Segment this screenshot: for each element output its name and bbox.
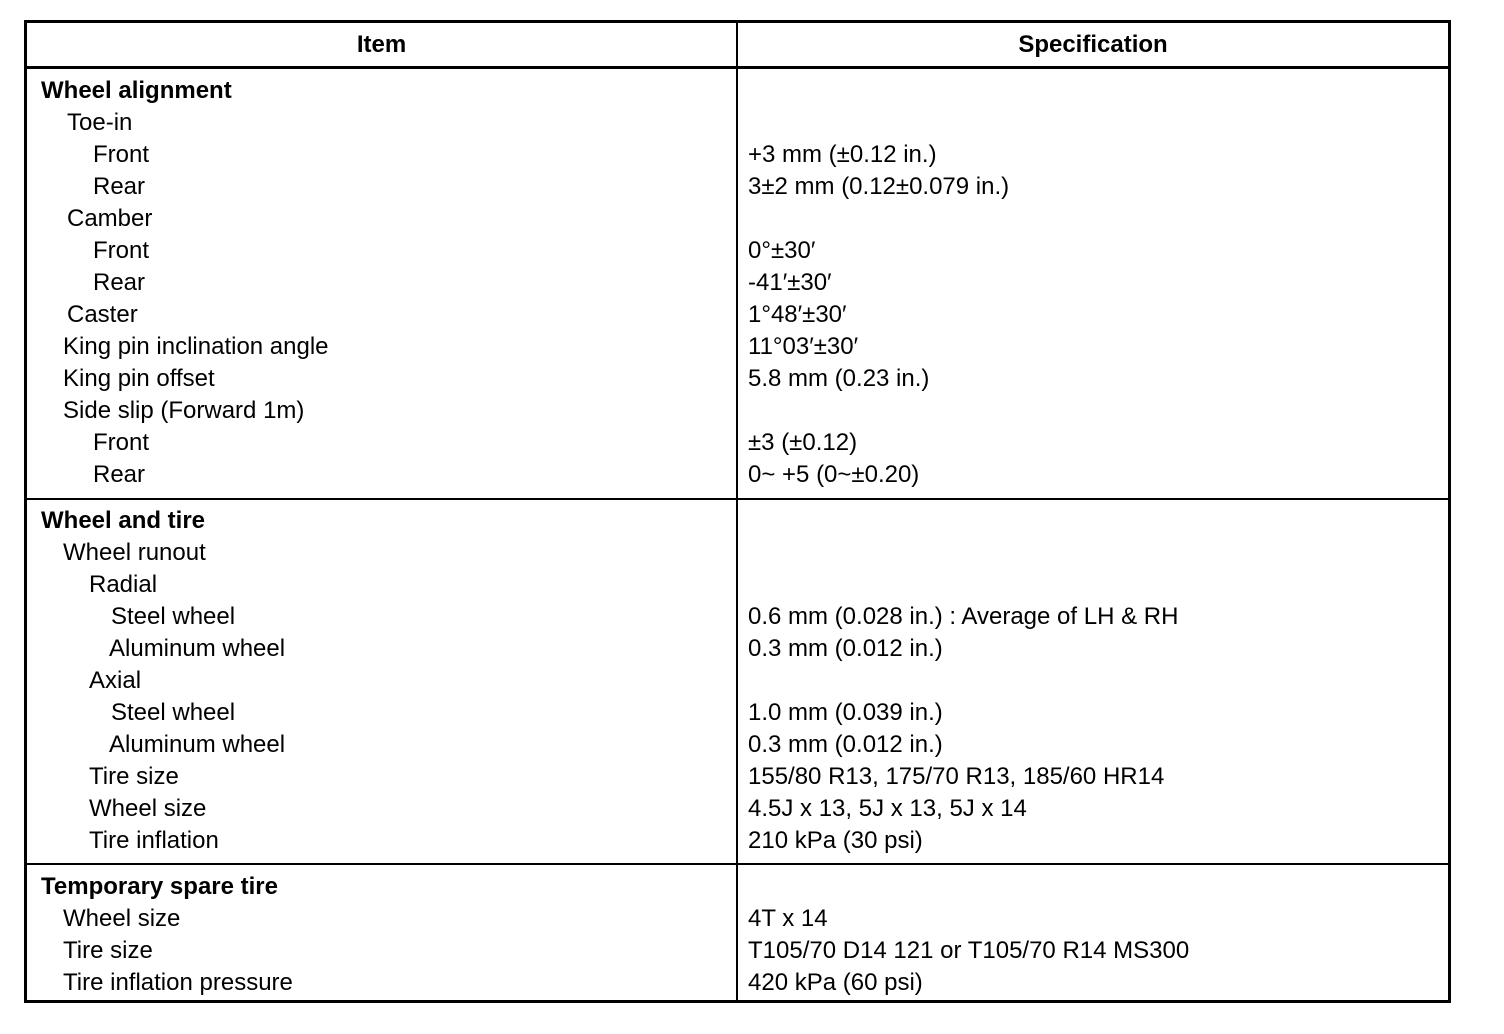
table-row	[27, 825, 1448, 857]
item-cell: Front	[93, 429, 150, 456]
table-row	[27, 569, 1448, 601]
header-specification: Specification	[1018, 31, 1168, 58]
section-title: Wheel and tire	[41, 507, 206, 534]
spec-cell: 1.0 mm (0.039 in.)	[748, 699, 943, 726]
item-cell: Axial	[89, 667, 142, 694]
header-item: Item	[356, 31, 407, 58]
item-cell: Aluminum wheel	[109, 635, 286, 662]
section-title: Wheel alignment	[41, 77, 232, 104]
spec-cell: 4.5J x 13, 5J x 13, 5J x 14	[748, 795, 1027, 822]
table-row	[27, 395, 1448, 427]
table-row	[27, 665, 1448, 697]
item-cell: Aluminum wheel	[109, 731, 286, 758]
spec-cell: 5.8 mm (0.23 in.)	[748, 365, 930, 392]
item-cell: Tire inflation	[89, 827, 219, 854]
item-cell: Rear	[93, 173, 146, 200]
table-row	[27, 139, 1448, 171]
item-cell: Wheel size	[63, 905, 181, 932]
table-row	[27, 903, 1448, 935]
item-cell: Toe-in	[67, 109, 133, 136]
item-cell: Front	[93, 237, 150, 264]
table-row	[27, 601, 1448, 633]
item-cell: Tire inflation pressure	[63, 969, 293, 996]
table-header	[27, 23, 1448, 69]
spec-cell: 420 kPa (60 psi)	[748, 969, 923, 996]
item-cell: Tire size	[63, 937, 153, 964]
table-row	[27, 633, 1448, 665]
item-cell: Side slip (Forward 1m)	[63, 397, 305, 424]
table-row	[27, 363, 1448, 395]
spec-cell: 210 kPa (30 psi)	[748, 827, 923, 854]
item-cell: Rear	[93, 269, 146, 296]
table-row	[27, 427, 1448, 459]
spec-table	[24, 20, 1451, 1003]
table-row	[27, 331, 1448, 363]
spec-cell: 0.6 mm (0.028 in.) : Average of LH & RH	[748, 603, 1179, 630]
item-cell: Front	[93, 141, 150, 168]
item-cell: Radial	[89, 571, 158, 598]
section-title-row	[27, 75, 1448, 107]
item-cell: King pin inclination angle	[63, 333, 329, 360]
spec-cell: ±3 (±0.12)	[748, 429, 858, 456]
item-cell: Steel wheel	[111, 603, 236, 630]
spec-cell: 0.3 mm (0.012 in.)	[748, 635, 943, 662]
table-row	[27, 203, 1448, 235]
section-title-row	[27, 505, 1448, 537]
item-cell: Camber	[67, 205, 153, 232]
spec-cell: 4T x 14	[748, 905, 828, 932]
table-row	[27, 235, 1448, 267]
table-row	[27, 537, 1448, 569]
table-row	[27, 697, 1448, 729]
section-wheel-alignment	[27, 69, 1448, 498]
spec-cell: 0.3 mm (0.012 in.)	[748, 731, 943, 758]
table-row	[27, 793, 1448, 825]
spec-cell: 3±2 mm (0.12±0.079 in.)	[748, 173, 1010, 200]
table-row	[27, 761, 1448, 793]
section-temporary-spare-tire	[27, 863, 1448, 1000]
item-cell: Wheel size	[89, 795, 207, 822]
table-row	[27, 171, 1448, 203]
item-cell: Tire size	[89, 763, 179, 790]
item-cell: Caster	[67, 301, 138, 328]
spec-cell: 0~ +5 (0~±0.20)	[748, 461, 920, 488]
spec-cell: 1°48′±30′	[748, 301, 847, 328]
item-cell: King pin offset	[63, 365, 215, 392]
spec-cell: 0°±30′	[748, 237, 816, 264]
table-row	[27, 729, 1448, 761]
table-row	[27, 107, 1448, 139]
section-title-row	[27, 871, 1448, 903]
spec-cell: 155/80 R13, 175/70 R13, 185/60 HR14	[748, 763, 1165, 790]
spec-cell: T105/70 D14 121 or T105/70 R14 MS300	[748, 937, 1190, 964]
table-row	[27, 935, 1448, 967]
spec-cell: -41′±30′	[748, 269, 832, 296]
section-wheel-and-tire	[27, 498, 1448, 863]
table-row	[27, 267, 1448, 299]
spec-cell: +3 mm (±0.12 in.)	[748, 141, 937, 168]
table-row	[27, 299, 1448, 331]
item-cell: Rear	[93, 461, 146, 488]
table-row	[27, 967, 1448, 999]
item-cell: Wheel runout	[63, 539, 206, 566]
section-title: Temporary spare tire	[41, 873, 278, 900]
spec-cell: 11°03′±30′	[748, 333, 859, 360]
item-cell: Steel wheel	[111, 699, 236, 726]
table-row	[27, 459, 1448, 491]
